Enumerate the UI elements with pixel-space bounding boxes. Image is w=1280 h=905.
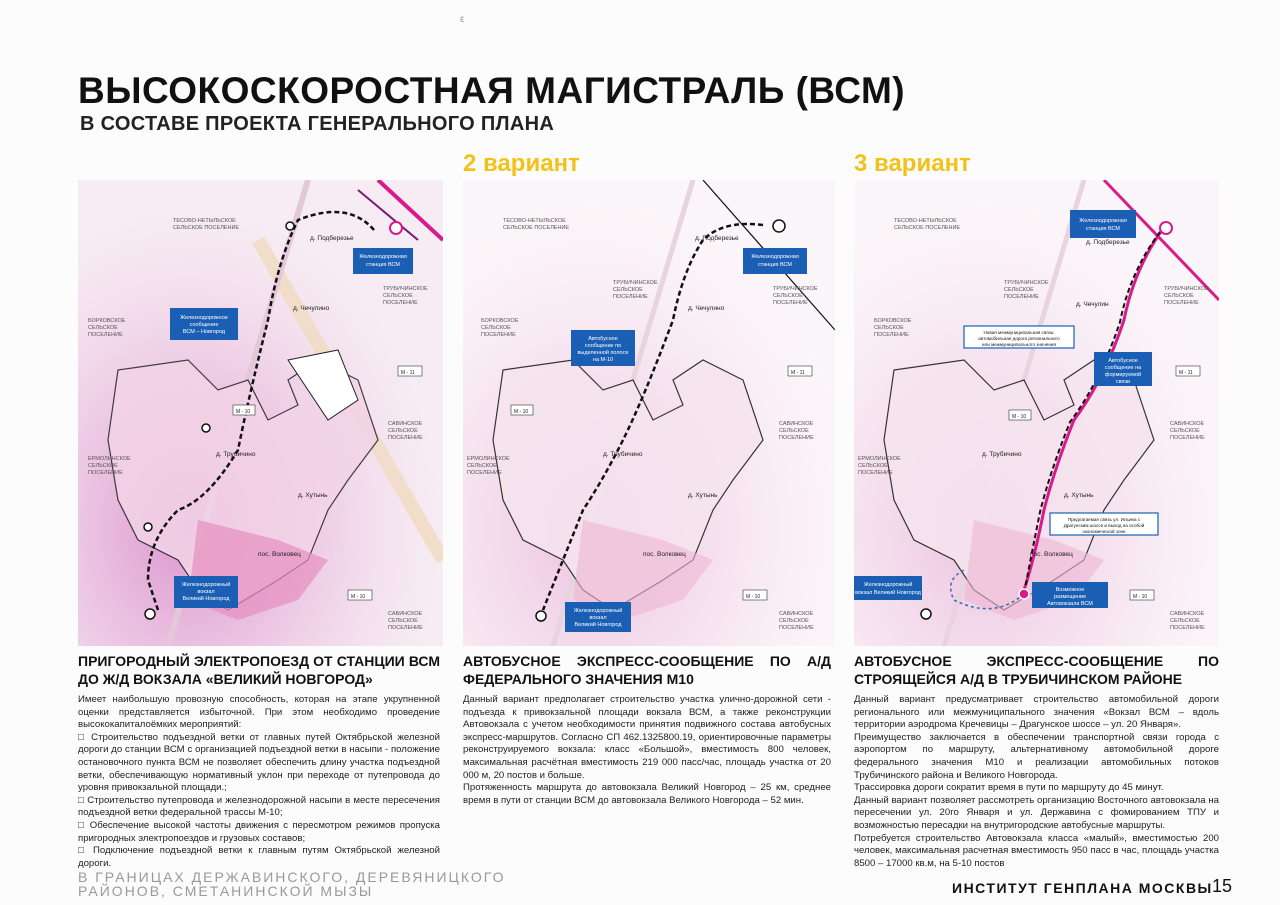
footer-district-caption: В ГРАНИЦАХ ДЕРЖАВИНСКОГО, ДЕРЕВЯНИЦКОГО РАЙОНОВ, СМЕТАНИНСКОЙ МЫЗЫ bbox=[78, 869, 506, 899]
svg-text:ПОСЕЛЕНИЕ: ПОСЕЛЕНИЕ bbox=[1164, 300, 1199, 306]
column-3-paragraph: Потребуется строительство Автовокзала класса «малый», вместимостью 200 человек, максимальная расчетная вместимость 950 пасс в час, площадь участка 8500 – 17000 кв.м, на 5-10 постов bbox=[854, 832, 1219, 869]
svg-text:д. Подберезье: д. Подберезье bbox=[310, 235, 354, 242]
svg-text:станция ВСМ: станция ВСМ bbox=[757, 262, 793, 268]
svg-text:станция ВСМ: станция ВСМ bbox=[365, 262, 401, 268]
svg-text:Автовокзала ВСМ: Автовокзала ВСМ bbox=[1047, 601, 1093, 607]
svg-text:д. Хутынь: д. Хутынь bbox=[1064, 492, 1094, 499]
svg-text:СЕЛЬСКОЕ ПОСЕЛЕНИЕ: СЕЛЬСКОЕ ПОСЕЛЕНИЕ bbox=[173, 225, 240, 231]
svg-text:д. Трубичино: д. Трубичино bbox=[982, 451, 1022, 458]
svg-text:М - 11: М - 11 bbox=[1179, 370, 1193, 376]
svg-text:ПОСЕЛЕНИЕ: ПОСЕЛЕНИЕ bbox=[1004, 294, 1039, 300]
svg-text:М - 10: М - 10 bbox=[351, 594, 366, 600]
svg-text:САВИНСКОЕ: САВИНСКОЕ bbox=[1170, 421, 1205, 427]
svg-text:ПОСЕЛЕНИЕ: ПОСЕЛЕНИЕ bbox=[858, 470, 893, 476]
svg-text:ТРУБИЧИНСКОЕ: ТРУБИЧИНСКОЕ bbox=[1164, 286, 1209, 292]
column-3-heading: АВТОБУСНОЕ ЭКСПРЕСС-СООБЩЕНИЕ ПО СТРОЯЩЕЙСЯ А/Д В ТРУБИЧИНСКОМ РАЙОНЕ bbox=[854, 653, 1219, 687]
svg-text:д. Чечулино: д. Чечулино bbox=[688, 305, 725, 312]
svg-text:ТРУБИЧИНСКОЕ: ТРУБИЧИНСКОЕ bbox=[613, 280, 658, 286]
svg-text:БОРКОВСКОЕ: БОРКОВСКОЕ bbox=[481, 318, 519, 324]
svg-text:ПОСЕЛЕНИЕ: ПОСЕЛЕНИЕ bbox=[1170, 625, 1205, 631]
svg-text:Великий Новгород: Великий Новгород bbox=[574, 622, 622, 628]
column-1-text bbox=[78, 694, 440, 870]
column-1-item: □ Подключение подъездной ветки к главным путям Октябрьской железной дороги. bbox=[78, 845, 440, 869]
svg-text:СЕЛЬСКОЕ: СЕЛЬСКОЕ bbox=[779, 428, 809, 434]
svg-text:пос. Волковец: пос. Волковец bbox=[258, 551, 301, 558]
svg-text:СЕЛЬСКОЕ: СЕЛЬСКОЕ bbox=[481, 325, 511, 331]
svg-text:ПОСЕЛЕНИЕ: ПОСЕЛЕНИЕ bbox=[388, 435, 423, 441]
variant-3-title: 3 вариант bbox=[854, 150, 971, 177]
svg-text:СЕЛЬСКОЕ: СЕЛЬСКОЕ bbox=[88, 463, 118, 469]
svg-text:формируемой: формируемой bbox=[1104, 372, 1142, 378]
svg-text:Великий Новгород: Великий Новгород bbox=[182, 596, 230, 602]
svg-text:или межмуниципального значения: или межмуниципального значения bbox=[982, 342, 1056, 347]
svg-text:СЕЛЬСКОЕ ПОСЕЛЕНИЕ: СЕЛЬСКОЕ ПОСЕЛЕНИЕ bbox=[503, 225, 570, 231]
svg-text:Железнодорожный: Железнодорожный bbox=[181, 582, 231, 588]
svg-text:СЕЛЬСКОЕ: СЕЛЬСКОЕ bbox=[88, 325, 118, 331]
svg-text:сообщение на: сообщение на bbox=[1104, 365, 1142, 371]
map-variant-3 bbox=[854, 180, 1219, 646]
column-1-item: □ Строительство путепровода и железнодорожной насыпи в месте пересечения подъездной ветки федеральной трассы М-10; bbox=[78, 794, 440, 819]
svg-text:Автобусное: Автобусное bbox=[1108, 358, 1138, 364]
svg-text:ВСМ – Новгород: ВСМ – Новгород bbox=[182, 329, 226, 335]
column-3-paragraph: Трассировка дороги сократит время в пути по маршруту до 45 минут. bbox=[854, 782, 1164, 794]
svg-text:ПОСЕЛЕНИЕ: ПОСЕЛЕНИЕ bbox=[874, 332, 909, 338]
svg-text:вокзал Великий Новгород: вокзал Великий Новгород bbox=[855, 590, 921, 596]
svg-text:ПОСЕЛЕНИЕ: ПОСЕЛЕНИЕ bbox=[388, 625, 423, 631]
svg-text:БОРКОВСКОЕ: БОРКОВСКОЕ bbox=[88, 318, 126, 324]
svg-text:ТЕСОВО-НЕТЫЛЬСКОЕ: ТЕСОВО-НЕТЫЛЬСКОЕ bbox=[503, 218, 566, 224]
svg-text:ТРУБИЧИНСКОЕ: ТРУБИЧИНСКОЕ bbox=[383, 286, 428, 292]
decorative-mark: ε bbox=[460, 14, 465, 25]
svg-text:Железнодорожная: Железнодорожная bbox=[751, 254, 799, 260]
svg-text:д. Подберезье: д. Подберезье bbox=[695, 235, 739, 242]
svg-text:СЕЛЬСКОЕ: СЕЛЬСКОЕ bbox=[613, 287, 643, 293]
svg-text:САВИНСКОЕ: САВИНСКОЕ bbox=[1170, 611, 1205, 617]
svg-text:М - 10: М - 10 bbox=[746, 594, 761, 600]
svg-text:СЕЛЬСКОЕ: СЕЛЬСКОЕ bbox=[779, 618, 809, 624]
map1-label-tesovo: ТЕСОВО-НЕТЫЛЬСКОЕ bbox=[173, 218, 236, 224]
svg-text:сообщение: сообщение bbox=[189, 322, 219, 328]
svg-text:Автобусное: Автобусное bbox=[588, 336, 618, 342]
column-2-heading: АВТОБУСНОЕ ЭКСПРЕСС-СООБЩЕНИЕ ПО А/Д ФЕДЕРАЛЬНОГО ЗНАЧЕНИЯ М10 bbox=[463, 653, 831, 687]
svg-text:Драгунским шоссе и выход на ос: Драгунским шоссе и выход на особой bbox=[1063, 523, 1145, 528]
svg-text:СЕЛЬСКОЕ: СЕЛЬСКОЕ bbox=[1004, 287, 1034, 293]
column-3-paragraph: Данный вариант предусматривает строительство автомобильной дороги регионального или межмуниципального значения «Вокзал ВСМ – вдоль территории аэродрома Кречевицы – Драгунское шоссе – ул. 20 Января». bbox=[854, 694, 1219, 731]
svg-text:ПОСЕЛЕНИЕ: ПОСЕЛЕНИЕ bbox=[1170, 435, 1205, 441]
svg-text:М - 10: М - 10 bbox=[1133, 594, 1148, 600]
svg-text:СЕЛЬСКОЕ: СЕЛЬСКОЕ bbox=[388, 618, 418, 624]
svg-text:СЕЛЬСКОЕ ПОСЕЛЕНИЕ: СЕЛЬСКОЕ ПОСЕЛЕНИЕ bbox=[894, 225, 961, 231]
svg-text:экономической зоне: экономической зоне bbox=[1082, 529, 1126, 534]
page-title: ВЫСОКОСКОРОСТНАЯ МАГИСТРАЛЬ (ВСМ) bbox=[78, 70, 906, 111]
svg-text:СЕЛЬСКОЕ: СЕЛЬСКОЕ bbox=[1170, 428, 1200, 434]
svg-text:ПОСЕЛЕНИЕ: ПОСЕЛЕНИЕ bbox=[467, 470, 502, 476]
svg-text:связи: связи bbox=[1115, 379, 1131, 385]
map-variant-2 bbox=[463, 180, 835, 646]
svg-text:ПОСЕЛЕНИЕ: ПОСЕЛЕНИЕ bbox=[779, 435, 814, 441]
svg-text:ТРУБИЧИНСКОЕ: ТРУБИЧИНСКОЕ bbox=[1004, 280, 1049, 286]
svg-text:Возможное: Возможное bbox=[1055, 587, 1085, 593]
svg-text:СЕЛЬСКОЕ: СЕЛЬСКОЕ bbox=[773, 293, 803, 299]
svg-text:М - 10: М - 10 bbox=[1012, 414, 1027, 420]
svg-text:М - 10: М - 10 bbox=[236, 409, 251, 415]
svg-text:ПОСЕЛЕНИЕ: ПОСЕЛЕНИЕ bbox=[383, 300, 418, 306]
svg-text:ЕРМОЛИНСКОЕ: ЕРМОЛИНСКОЕ bbox=[88, 456, 131, 462]
column-3-paragraph: Данный вариант позволяет рассмотреть организацию Восточного автовокзала на пересечении ул. 20го Января и ул. Державина с фомированием ТПУ и возможностью пересадки на внутригородские автобусные маршруты. bbox=[854, 794, 1219, 831]
svg-text:САВИНСКОЕ: САВИНСКОЕ bbox=[388, 611, 423, 617]
column-1-item: □ Обеспечение высокой частоты движения с пересмотром режимов пропуска пригородных электропоездов и грузовых составов; bbox=[78, 819, 440, 844]
svg-text:М - 11: М - 11 bbox=[791, 370, 805, 376]
column-3-paragraph: Преимущество заключается в обеспечении транспортной связи города с аэропортом по маршруту, альтернативному автомобильной дороге федерального значения М10 и реализации автомобильных потоков Трубичинского района и Великого Новгорода. bbox=[854, 731, 1219, 781]
svg-text:ТРУБИЧИНСКОЕ: ТРУБИЧИНСКОЕ bbox=[773, 286, 818, 292]
svg-text:ТЕСОВО-НЕТЫЛЬСКОЕ: ТЕСОВО-НЕТЫЛЬСКОЕ bbox=[894, 218, 957, 224]
svg-text:СЕЛЬСКОЕ: СЕЛЬСКОЕ bbox=[467, 463, 497, 469]
svg-text:ПОСЕЛЕНИЕ: ПОСЕЛЕНИЕ bbox=[88, 470, 123, 476]
svg-text:вокзал: вокзал bbox=[589, 615, 607, 621]
map-variant-1 bbox=[78, 180, 443, 646]
svg-text:д. Хутынь: д. Хутынь bbox=[688, 492, 718, 499]
svg-text:д. Подберезье: д. Подберезье bbox=[1086, 239, 1130, 246]
svg-text:Предлагаемая связь ул. Ильина: Предлагаемая связь ул. Ильина с bbox=[1067, 517, 1141, 522]
variant-2-title: 2 вариант bbox=[463, 150, 580, 177]
svg-text:СЕЛЬСКОЕ: СЕЛЬСКОЕ bbox=[388, 428, 418, 434]
column-3-text bbox=[854, 694, 1219, 870]
svg-text:М - 10: М - 10 bbox=[514, 409, 529, 415]
svg-text:сообщение по: сообщение по bbox=[584, 343, 622, 349]
svg-text:ЕРМОЛИНСКОЕ: ЕРМОЛИНСКОЕ bbox=[467, 456, 510, 462]
column-2-paragraph: Протяженность маршрута до автовокзала Великий Новгород – 25 км, среднее время в пути от станции ВСМ до автовокзала Великого Новгорода – 52 мин. bbox=[463, 782, 831, 806]
svg-text:М - 11: М - 11 bbox=[401, 370, 415, 376]
column-1-item: □ Строительство подъездной ветки от главных путей Октябрьской железной дороги до станции ВСМ с организацией подъездной ветки в насыпи - положение остановочного пункта ВСМ не позволяет обеспечить длину участка подъездной ветки, обеспечивающую нормативный уклон при переходе от путепровода до уровня привокзальной площади.; bbox=[78, 731, 440, 794]
svg-text:пос. Волковец: пос. Волковец bbox=[1030, 551, 1073, 558]
svg-text:САВИНСКОЕ: САВИНСКОЕ bbox=[779, 421, 814, 427]
svg-text:БОРКОВСКОЕ: БОРКОВСКОЕ bbox=[874, 318, 912, 324]
svg-text:д. Трубичино: д. Трубичино bbox=[603, 451, 643, 458]
svg-text:пос. Волковец: пос. Волковец bbox=[643, 551, 686, 558]
svg-text:ЕРМОЛИНСКОЕ: ЕРМОЛИНСКОЕ bbox=[858, 456, 901, 462]
svg-text:Железнодорожная: Железнодорожная bbox=[359, 254, 407, 260]
svg-text:СЕЛЬСКОЕ: СЕЛЬСКОЕ bbox=[1164, 293, 1194, 299]
svg-text:ПОСЕЛЕНИЕ: ПОСЕЛЕНИЕ bbox=[481, 332, 516, 338]
svg-text:САВИНСКОЕ: САВИНСКОЕ bbox=[779, 611, 814, 617]
column-1-intro: Имеет наибольшую провозную способность, которая на этапе укрупненной оценки представляется избыточной. При этом необходимо проведение высококапиталоёмких мероприятий: bbox=[78, 694, 440, 731]
svg-text:Железнодорожная: Железнодорожная bbox=[1079, 218, 1127, 224]
svg-text:д. Чечулино: д. Чечулино bbox=[293, 305, 330, 312]
svg-text:на М-10: на М-10 bbox=[592, 357, 614, 363]
svg-text:д. Чечулин: д. Чечулин bbox=[1076, 301, 1109, 308]
svg-text:СЕЛЬСКОЕ: СЕЛЬСКОЕ bbox=[383, 293, 413, 299]
svg-text:д. Хутынь: д. Хутынь bbox=[298, 492, 328, 499]
page-number: 15 bbox=[1212, 876, 1233, 896]
svg-text:вокзал: вокзал bbox=[197, 589, 215, 595]
svg-text:САВИНСКОЕ: САВИНСКОЕ bbox=[388, 421, 423, 427]
svg-text:размещение: размещение bbox=[1053, 594, 1087, 600]
svg-text:Железнодорожный: Железнодорожный bbox=[573, 608, 623, 614]
column-2-text bbox=[463, 694, 831, 807]
footer-institute: ИНСТИТУТ ГЕНПЛАНА МОСКВЫ bbox=[952, 880, 1213, 896]
svg-text:ПОСЕЛЕНИЕ: ПОСЕЛЕНИЕ bbox=[773, 300, 808, 306]
svg-text:д. Трубичино: д. Трубичино bbox=[216, 451, 256, 458]
page-subtitle: В СОСТАВЕ ПРОЕКТА ГЕНЕРАЛЬНОГО ПЛАНА bbox=[80, 113, 555, 135]
svg-text:ПОСЕЛЕНИЕ: ПОСЕЛЕНИЕ bbox=[88, 332, 123, 338]
svg-text:Железнодорожное: Железнодорожное bbox=[180, 315, 228, 321]
svg-text:Железнодорожный: Железнодорожный bbox=[863, 582, 913, 588]
svg-text:автомобильная дорога региональ: автомобильная дорога регионального bbox=[978, 336, 1060, 341]
svg-text:СЕЛЬСКОЕ: СЕЛЬСКОЕ bbox=[874, 325, 904, 331]
column-2-paragraph: Данный вариант предполагает строительство участка улично-дорожной сети - подъезда к привокзальной площади вокзала ВСМ, а также реконструкции Автовокзала с учетом необходимости принятия подвижного состава автобусных экспресс-маршрутов. Согласно СП 462.1325800.19, ориентировочные параметры реконструируемого вокзала: класс «Большой», вместимость 800 человек, максимальная расчётная вместимость 219 000 пасс/час, площадь участка от 20 000 м, 20 постов и больше. bbox=[463, 694, 831, 781]
svg-text:СЕЛЬСКОЕ: СЕЛЬСКОЕ bbox=[858, 463, 888, 469]
svg-text:станция ВСМ: станция ВСМ bbox=[1085, 226, 1121, 232]
svg-text:Новая межмуниципальная связь:: Новая межмуниципальная связь: bbox=[983, 330, 1055, 335]
svg-text:ПОСЕЛЕНИЕ: ПОСЕЛЕНИЕ bbox=[779, 625, 814, 631]
svg-text:СЕЛЬСКОЕ: СЕЛЬСКОЕ bbox=[1170, 618, 1200, 624]
svg-text:выделенной полосе: выделенной полосе bbox=[577, 350, 629, 356]
column-1-heading: ПРИГОРОДНЫЙ ЭЛЕКТРОПОЕЗД ОТ СТАНЦИИ ВСМ ДО Ж/Д ВОКЗАЛА «ВЕЛИКИЙ НОВГОРОД» bbox=[78, 653, 440, 687]
svg-text:ПОСЕЛЕНИЕ: ПОСЕЛЕНИЕ bbox=[613, 294, 648, 300]
